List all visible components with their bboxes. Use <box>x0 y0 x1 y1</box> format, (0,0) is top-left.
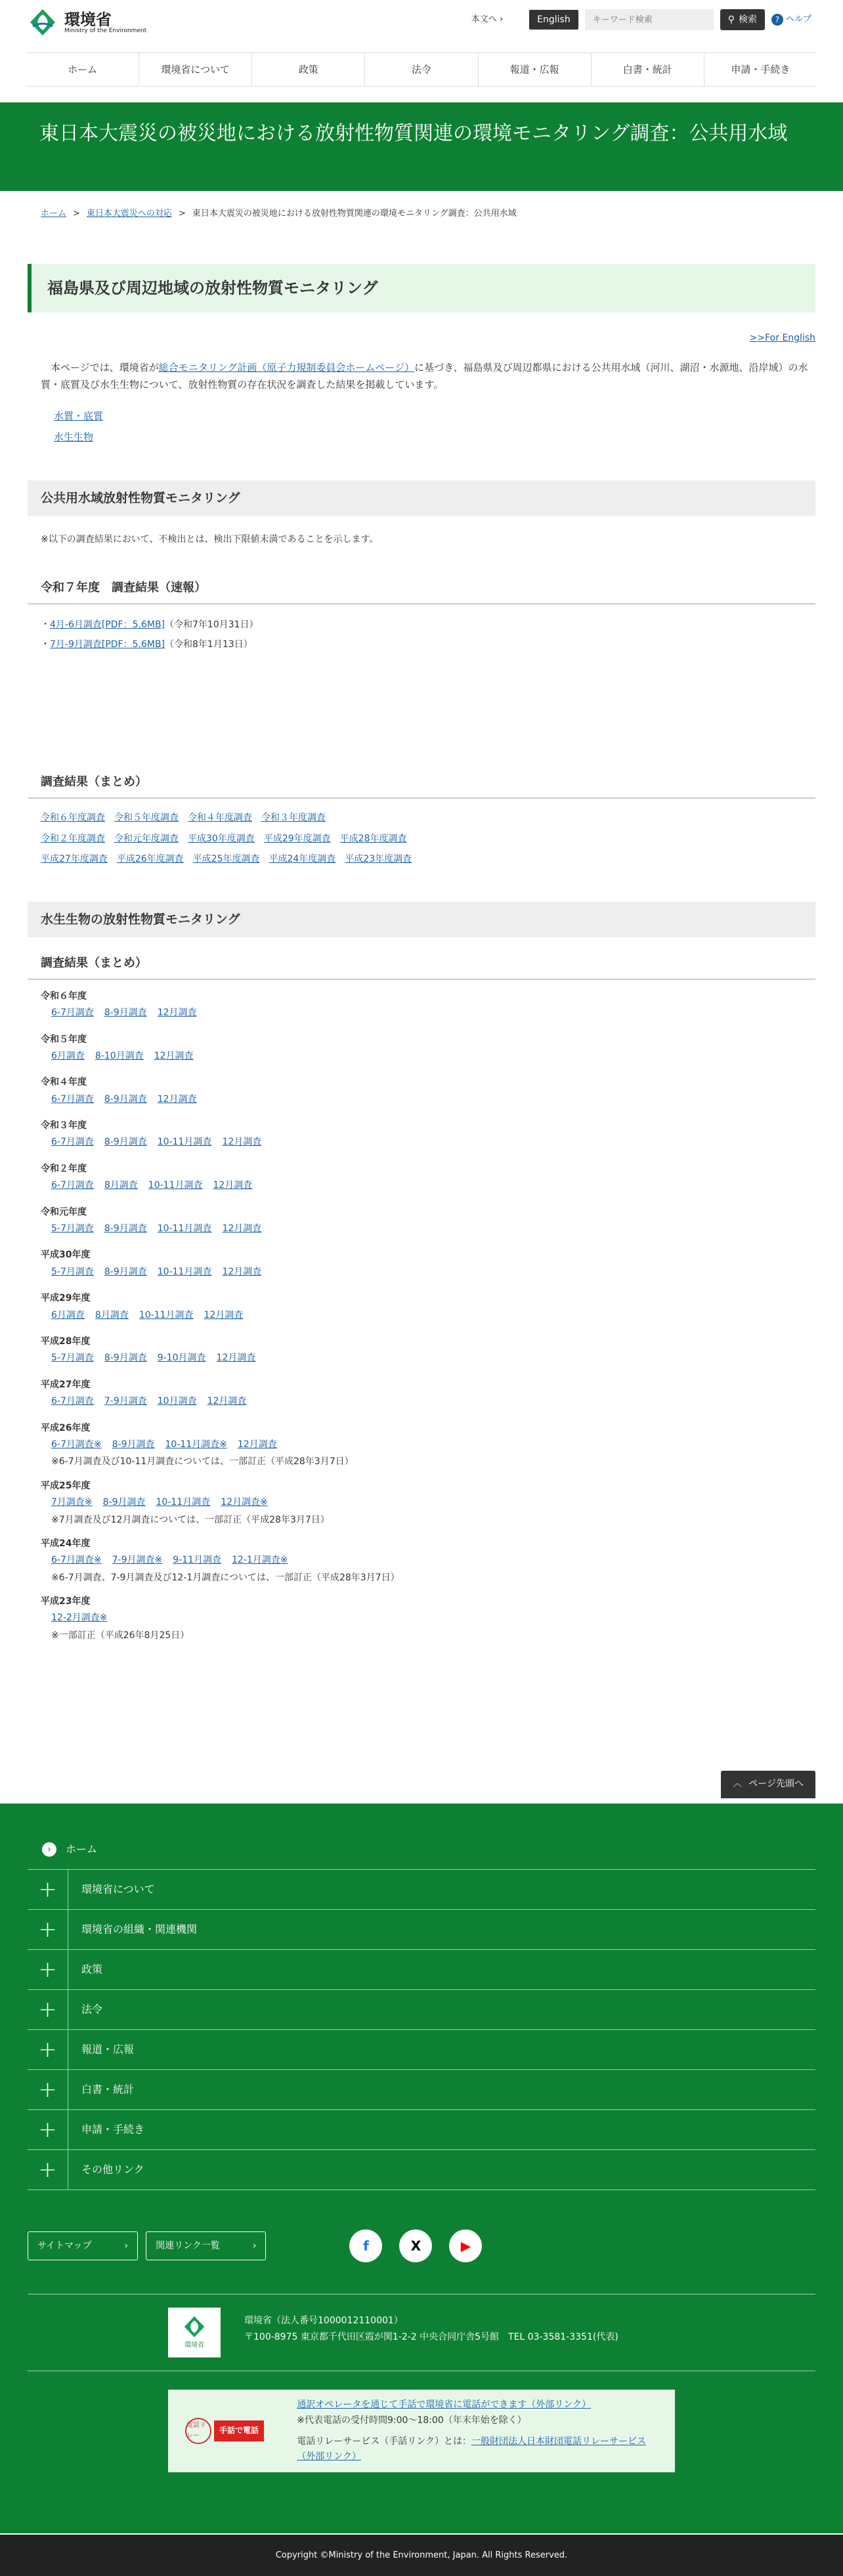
footer-nav-label: その他リンク <box>81 2163 144 2176</box>
plus-icon: + <box>28 2110 68 2149</box>
org-address: 〒100-8975 東京都千代田区霞が関1-2-2 中央合同庁舎5号館 TEL 03-3581-3351(代表) <box>244 2332 618 2343</box>
survey-link[interactable]: 10-11月調査 <box>157 1223 212 1235</box>
survey-link[interactable]: 8-9月調査 <box>102 1497 146 1508</box>
footer-logo <box>168 2308 221 2357</box>
help-link[interactable]: ? ヘルプ <box>771 13 811 27</box>
logo-text: 環境省 <box>64 10 112 29</box>
toc-link-aquatic[interactable]: 水生生物 <box>54 431 94 443</box>
footer-nav-item[interactable] <box>28 1990 815 2030</box>
year-label: 平成23年度 <box>41 1596 91 1607</box>
nav-item-law[interactable]: 法令 <box>364 53 477 86</box>
search-button[interactable]: ⚲ 検索 <box>720 9 765 30</box>
correction-note: ※6-7月調査、7-9月調査及び12-1月調査については、一部訂正（平成28年3月7日） <box>51 1572 400 1583</box>
list-item: ・7月-9月調査[PDF：5.6MB]（令和8年1月13日） <box>41 639 253 650</box>
survey-link[interactable]: 12月調査 <box>213 1180 253 1191</box>
footer-nav-label: 法令 <box>81 2003 103 2016</box>
survey-link[interactable]: 6月調査 <box>51 1309 85 1320</box>
survey-link[interactable]: 5-7月調査 <box>51 1266 94 1277</box>
breadcrumb-earthquake[interactable]: 東日本大震災への対応 <box>86 209 172 219</box>
footer-nav-label: 白書・統計 <box>81 2083 135 2096</box>
page-title: 東日本大震災の被災地における放射性物質関連の環境モニタリング調査：公共用水域 <box>39 122 788 145</box>
survey-link[interactable]: 6-7月調査※ <box>51 1555 102 1566</box>
section-heading: 福島県及び周辺地域の放射性物質モニタリング <box>28 264 815 312</box>
youtube-icon[interactable]: ▶ <box>449 2229 482 2262</box>
r7-list <box>28 615 815 656</box>
footer-nav-item[interactable] <box>28 2110 815 2150</box>
x-icon[interactable]: X <box>399 2229 432 2262</box>
survey-link[interactable]: 10-11月調査 <box>156 1497 211 1508</box>
survey-link[interactable]: 5-7月調査 <box>51 1353 94 1364</box>
summary-year-link[interactable]: 平成26年度調査 <box>116 854 184 865</box>
sign-language-tel-box: 電話リレー 手話で電話 通訳オペレータを通じて手話で環境省に電話ができます（外部リンク） ※代表電話の受付時間9:00～18:00（年末年始を除く） 電話リレーサービス（手話リンク）とは：一般財団法人日本財団電話リレーサービス（外部リンク） <box>168 2390 675 2472</box>
survey-link[interactable]: 10-11月調査※ <box>165 1439 227 1450</box>
year-label: 平成30年度 <box>41 1250 91 1261</box>
survey-link[interactable]: 5-7月調査 <box>51 1223 94 1235</box>
aquatic-summary-heading: 調査結果（まとめ） <box>28 954 815 980</box>
summary-year-link[interactable]: 令和２年度調査 <box>41 833 105 844</box>
nav-item-whitepaper[interactable]: 白書・統計 <box>591 53 704 86</box>
year-label: 平成24年度 <box>41 1538 91 1549</box>
facebook-icon[interactable]: f <box>349 2229 382 2262</box>
year-label: 平成25年度 <box>41 1480 91 1491</box>
search-icon: ⚲ <box>727 14 735 25</box>
r7-doc-link[interactable]: 7月-9月調査[PDF：5.6MB] <box>50 639 165 650</box>
tel-hours-note: ※代表電話の受付時間9:00～18:00（年末年始を除く） <box>297 2415 527 2426</box>
survey-link[interactable]: 10-11月調査 <box>157 1137 212 1148</box>
footer-nav-label: 環境省の組織・関連機関 <box>81 1923 198 1936</box>
survey-link[interactable]: 7-9月調査※ <box>112 1555 163 1566</box>
summary-year-link[interactable]: 平成29年度調査 <box>263 833 331 844</box>
summary-year-link[interactable]: 平成25年度調査 <box>192 854 260 865</box>
list-item: ・4月-6月調査[PDF：5.6MB]（令和7年10月31日） <box>41 619 259 630</box>
plus-icon: + <box>28 2030 68 2069</box>
correction-note: ※7月調査及び12月調査については、一部訂正（平成28年3月7日） <box>51 1514 330 1525</box>
intro-paragraph: 本ページでは、環境省が総合モニタリング計画（原子力規制委員会ホームページ）に基づき、福島県及び周辺都県における公共用水域（河川、湖沼・水源地、沿岸域）の水質・底質及び水生生物について、放射性物質の存在状況を調査した結果を掲載しています。 <box>41 361 808 391</box>
survey-link[interactable]: 6-7月調査 <box>51 1396 94 1407</box>
survey-link[interactable]: 8-10月調査 <box>95 1050 144 1061</box>
plus-icon: + <box>28 1870 68 1909</box>
survey-link[interactable]: 8-9月調査 <box>104 1266 147 1277</box>
survey-link[interactable]: 10-11月調査 <box>157 1266 212 1277</box>
page-top-button[interactable]: ︿ ページ先頭へ <box>721 1771 815 1798</box>
survey-link[interactable]: 6-7月調査 <box>51 1093 94 1105</box>
logo-subtext: Ministry of the Environment <box>64 28 147 35</box>
summary-heading: 調査結果（まとめ） <box>28 773 815 799</box>
survey-link[interactable]: 6-7月調査 <box>51 1180 94 1191</box>
english-button[interactable]: English <box>529 10 578 30</box>
summary-year-link[interactable]: 令和４年度調査 <box>188 813 252 824</box>
main-content <box>0 264 843 1643</box>
relay-service-link[interactable]: 一般財団法人日本財団電話リレーサービス（外部リンク） <box>297 2436 646 2462</box>
plus-icon: + <box>28 1950 68 1989</box>
year-label: 平成28年度 <box>41 1336 91 1347</box>
plus-icon: + <box>28 1990 68 2029</box>
monitoring-plan-link[interactable]: 総合モニタリング計画（原子力規制委員会ホームページ） <box>158 361 415 373</box>
breadcrumb-current: 東日本大震災の被災地における放射性物質関連の環境モニタリング調査：公共用水域 <box>192 209 517 219</box>
copyright: Copyright ©Ministry of the Environment, Japan. All Rights Reserved. <box>0 2535 843 2576</box>
survey-link[interactable]: 9-11月調査 <box>173 1555 221 1566</box>
survey-link[interactable]: 6-7月調査 <box>51 1137 94 1148</box>
footer-logo-text: 環境省 <box>184 2342 204 2349</box>
search-input[interactable] <box>585 9 714 30</box>
survey-link[interactable]: 6-7月調査 <box>51 1007 94 1019</box>
footer-home-link[interactable]: › ホーム <box>28 1830 815 1870</box>
nav-item-procedures[interactable]: 申請・手続き <box>704 53 817 86</box>
breadcrumb: ホーム > 東日本大震災への対応 > 東日本大震災の被災地における放射性物質関連の環境モニタリング調査：公共用水域 <box>41 209 517 219</box>
footer-nav-item[interactable] <box>28 1870 815 1910</box>
survey-link[interactable]: 12月調査 <box>157 1007 197 1019</box>
skip-to-content-link[interactable]: 本文へ › <box>471 14 504 24</box>
survey-link[interactable]: 12-1月調査※ <box>232 1555 288 1566</box>
year-label: 令和５年度 <box>41 1034 87 1045</box>
summary-year-link[interactable]: 平成23年度調査 <box>345 854 412 865</box>
footer-nav-item[interactable] <box>28 1910 815 1950</box>
footer-nav <box>28 1830 815 2190</box>
r7-doc-link[interactable]: 4月-6月調査[PDF：5.6MB] <box>50 619 165 630</box>
sitemap-button[interactable]: サイトマップ › <box>28 2231 138 2260</box>
survey-link[interactable]: 10月調査 <box>157 1396 197 1407</box>
moe-logo-icon <box>26 7 59 39</box>
detection-note: ※以下の調査結果において、不検出とは、検出下限値未満であることを示します。 <box>41 534 379 545</box>
summary-links <box>28 808 815 870</box>
survey-link[interactable]: 8-9月調査 <box>104 1093 147 1105</box>
nav-item-home[interactable]: ホーム <box>68 64 98 75</box>
correction-note: ※6-7月調査及び10-11月調査については、一部訂正（平成28年3月7日） <box>51 1456 354 1467</box>
survey-link[interactable]: 8-9月調査 <box>104 1223 147 1235</box>
site-logo[interactable] <box>26 7 146 39</box>
summary-year-link[interactable]: 平成28年度調査 <box>339 833 407 844</box>
chevron-right-icon: › <box>252 2240 257 2251</box>
survey-link[interactable]: 12月調査※ <box>221 1497 268 1508</box>
survey-link[interactable]: 8月調査 <box>104 1180 138 1191</box>
plus-icon: + <box>28 2070 68 2109</box>
question-icon: ? <box>771 14 783 26</box>
org-name: 環境省（法人番号1000012110001） <box>244 2315 403 2326</box>
plus-icon: + <box>28 1910 68 1949</box>
survey-link[interactable]: 9-10月調査 <box>157 1353 206 1364</box>
survey-link[interactable]: 12月調査 <box>204 1309 244 1320</box>
chevron-right-icon: › <box>499 14 504 24</box>
survey-link[interactable]: 10-11月調査 <box>148 1180 203 1191</box>
chevron-right-icon: › <box>42 1842 56 1857</box>
tel-relay-badge: 電話リレー 手話で電話 <box>185 2397 284 2464</box>
footer-nav-label: 政策 <box>81 1963 103 1976</box>
moe-logo-icon <box>181 2314 207 2340</box>
year-label: 平成29年度 <box>41 1293 91 1304</box>
survey-link[interactable]: 6月調査 <box>51 1050 85 1061</box>
breadcrumb-home[interactable]: ホーム <box>41 209 67 219</box>
survey-link[interactable]: 10-11月調査 <box>139 1309 194 1320</box>
survey-link[interactable]: 12月調査 <box>207 1396 247 1407</box>
r7-heading: 令和７年度 調査結果（速報） <box>28 579 815 604</box>
footer-nav-item[interactable] <box>28 2030 815 2070</box>
page-title-bar <box>0 102 843 191</box>
summary-year-link[interactable]: 令和３年度調査 <box>261 813 326 824</box>
aquatic-year-list <box>28 989 815 1643</box>
plus-icon: + <box>28 2150 68 2189</box>
year-label: 令和４年度 <box>41 1077 87 1088</box>
survey-link[interactable]: 12月調査 <box>222 1266 262 1277</box>
summary-year-link[interactable]: 平成30年度調査 <box>188 833 255 844</box>
nav-item-about[interactable]: 環境省について <box>139 53 251 86</box>
summary-year-link[interactable]: 平成27年度調査 <box>41 854 108 865</box>
survey-link[interactable]: 8月調査 <box>95 1309 129 1320</box>
footer-nav-item[interactable] <box>28 1950 815 1990</box>
survey-link[interactable]: 7-9月調査 <box>104 1396 147 1407</box>
summary-year-link[interactable]: 令和６年度調査 <box>41 813 105 824</box>
nav-item-policy[interactable]: 政策 <box>251 53 364 86</box>
survey-link[interactable]: 12-2月調査※ <box>51 1613 108 1624</box>
survey-link[interactable]: 12月調査 <box>222 1137 262 1148</box>
survey-link[interactable]: 6-7月調査※ <box>51 1439 102 1450</box>
footer-nav-label: 環境省について <box>81 1883 155 1896</box>
survey-link[interactable]: 12月調査 <box>222 1223 262 1235</box>
survey-link[interactable]: 8-9月調査 <box>104 1007 147 1019</box>
survey-link[interactable]: 12月調査 <box>157 1093 197 1105</box>
chevron-right-icon: › <box>124 2240 129 2251</box>
survey-link[interactable]: 7月調査※ <box>51 1497 93 1508</box>
toc-link-water[interactable]: 水質・底質 <box>54 410 104 423</box>
survey-link[interactable]: 8-9月調査 <box>104 1353 147 1364</box>
site-header <box>0 0 843 53</box>
summary-year-link[interactable]: 令和５年度調査 <box>114 813 179 824</box>
chevron-up-icon: ︿ <box>733 1779 743 1789</box>
survey-link[interactable]: 12月調査 <box>237 1439 277 1450</box>
survey-link[interactable]: 12月調査 <box>154 1050 194 1061</box>
section-aquatic-heading: 水生生物の放射性物質モニタリング <box>28 902 815 937</box>
nav-item-press[interactable]: 報道・広報 <box>478 53 591 86</box>
footer-nav-label: 申請・手続き <box>81 2123 145 2136</box>
footer-nav-item[interactable] <box>28 2070 815 2110</box>
year-label: 令和３年度 <box>41 1120 87 1131</box>
year-label: 令和６年度 <box>41 990 87 1002</box>
year-label: 平成26年度 <box>41 1422 91 1433</box>
global-nav <box>26 53 817 87</box>
survey-link[interactable]: 8-9月調査 <box>112 1439 155 1450</box>
for-english-link[interactable]: >>For English <box>749 333 815 344</box>
year-label: 令和元年度 <box>41 1206 87 1217</box>
year-label: 平成27年度 <box>41 1379 91 1390</box>
site-footer <box>0 1804 843 2533</box>
correction-note: ※一部訂正（平成26年8月25日） <box>51 1630 190 1641</box>
summary-year-link[interactable]: 平成24年度調査 <box>269 854 336 865</box>
summary-year-link[interactable]: 令和元年度調査 <box>114 833 179 844</box>
year-label: 令和２年度 <box>41 1163 87 1174</box>
survey-link[interactable]: 8-9月調査 <box>104 1137 147 1148</box>
survey-link[interactable]: 12月調査 <box>216 1353 256 1364</box>
footer-nav-label: 報道・広報 <box>81 2043 135 2056</box>
footer-nav-item[interactable] <box>28 2150 815 2190</box>
related-links-button[interactable]: 関連リンク一覧 › <box>146 2231 266 2260</box>
section-water-heading: 公共用水域放射性物質モニタリング <box>28 480 815 516</box>
sign-language-tel-link[interactable]: 通訳オペレータを通じて手話で環境省に電話ができます（外部リンク） <box>297 2399 591 2410</box>
